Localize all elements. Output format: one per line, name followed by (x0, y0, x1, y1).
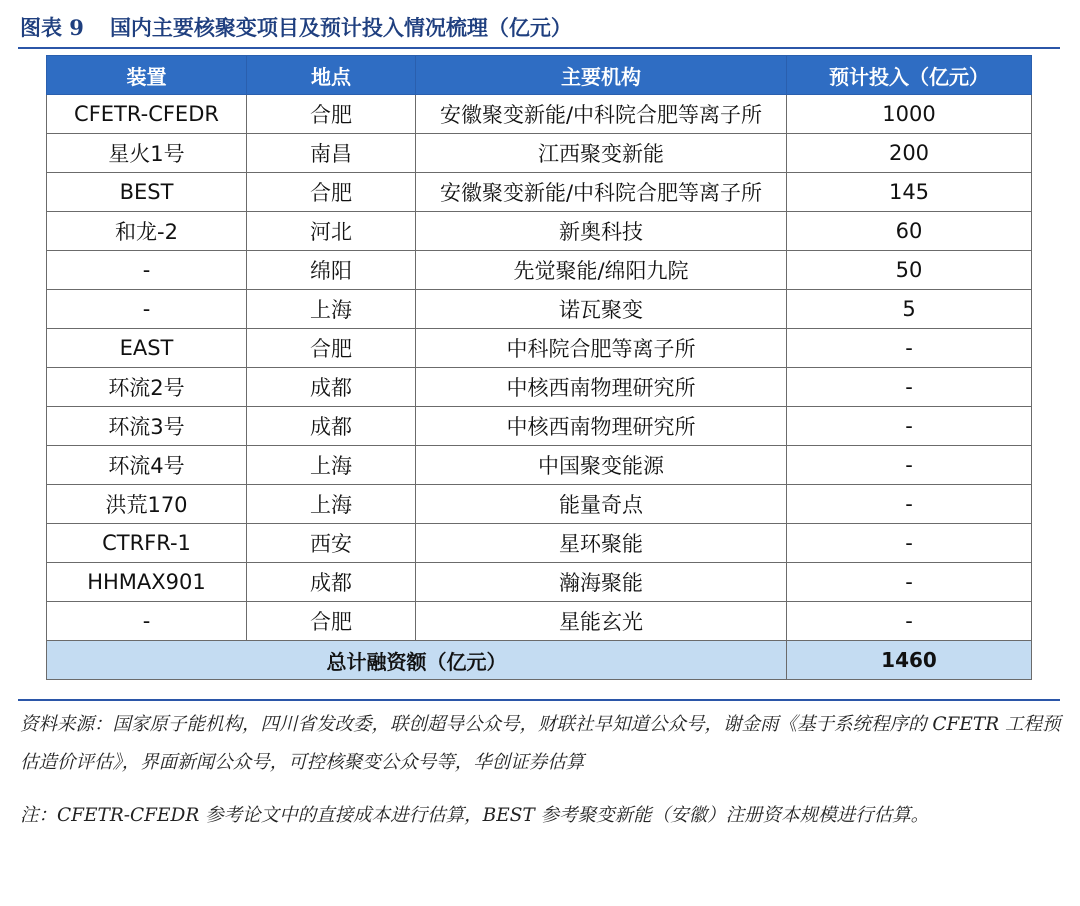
table-cell: HHMAX901 (47, 563, 247, 602)
top-rule (18, 47, 1060, 49)
table-cell: 成都 (247, 563, 416, 602)
bottom-rule (18, 699, 1060, 701)
column-header: 主要机构 (416, 56, 787, 95)
table-row (47, 173, 1032, 212)
table-cell: 江西聚变新能 (416, 134, 787, 173)
table-cell: - (47, 251, 247, 290)
table-cell: 河北 (247, 212, 416, 251)
table-cell: 合肥 (247, 602, 416, 641)
table-cell: 西安 (247, 524, 416, 563)
table-cell: 200 (787, 134, 1032, 173)
table-cell: - (787, 329, 1032, 368)
table-cell: 上海 (247, 485, 416, 524)
table-cell: 合肥 (247, 95, 416, 134)
column-header: 预计投入（亿元） (787, 56, 1032, 95)
total-row (47, 641, 1032, 680)
table-row (47, 368, 1032, 407)
table-cell: - (787, 368, 1032, 407)
table-cell: 中国聚变能源 (416, 446, 787, 485)
table-row (47, 134, 1032, 173)
table-row (47, 251, 1032, 290)
table-cell: 绵阳 (247, 251, 416, 290)
table-cell: 环流2号 (47, 368, 247, 407)
table-cell: 60 (787, 212, 1032, 251)
fusion-projects-table (46, 55, 1032, 680)
total-value: 1460 (787, 641, 1032, 680)
table-row (47, 524, 1032, 563)
table-row (47, 602, 1032, 641)
table-cell: 南昌 (247, 134, 416, 173)
table-row (47, 95, 1032, 134)
table-cell: 先觉聚能/绵阳九院 (416, 251, 787, 290)
table-cell: EAST (47, 329, 247, 368)
table-row (47, 407, 1032, 446)
table-cell: 新奥科技 (416, 212, 787, 251)
column-header: 装置 (47, 56, 247, 95)
table-cell: 诺瓦聚变 (416, 290, 787, 329)
table-row (47, 485, 1032, 524)
table-cell: 上海 (247, 290, 416, 329)
table-cell: 1000 (787, 95, 1032, 134)
table-cell: 瀚海聚能 (416, 563, 787, 602)
table-cell: 星环聚能 (416, 524, 787, 563)
total-label: 总计融资额（亿元） (47, 641, 787, 680)
table-cell: 50 (787, 251, 1032, 290)
table-body (47, 95, 1032, 641)
table-row (47, 329, 1032, 368)
table-cell: 145 (787, 173, 1032, 212)
table-cell: 成都 (247, 368, 416, 407)
table-cell: 星火1号 (47, 134, 247, 173)
table-cell: 星能玄光 (416, 602, 787, 641)
table-cell: 成都 (247, 407, 416, 446)
table-cell: - (787, 602, 1032, 641)
table-row (47, 290, 1032, 329)
table-cell: 中核西南物理研究所 (416, 407, 787, 446)
table-cell: - (787, 446, 1032, 485)
source-text: 资料来源：国家原子能机构，四川省发改委，联创超导公众号，财联社早知道公众号，谢金雨《基于系统程序的 CFETR 工程预估造价评估》，界面新闻公众号，可控核聚变公众号等，华创证券估算 (20, 714, 1061, 773)
table-cell: 安徽聚变新能/中科院合肥等离子所 (416, 173, 787, 212)
table-cell: - (47, 290, 247, 329)
table-cell: 环流3号 (47, 407, 247, 446)
figure-label: 图表 9 (20, 15, 84, 40)
table-cell: 能量奇点 (416, 485, 787, 524)
table-cell: 合肥 (247, 173, 416, 212)
table-cell: CFETR-CFEDR (47, 95, 247, 134)
table-cell: 合肥 (247, 329, 416, 368)
column-header: 地点 (247, 56, 416, 95)
table-cell: 上海 (247, 446, 416, 485)
table-row (47, 446, 1032, 485)
table-cell: - (787, 407, 1032, 446)
table-row (47, 563, 1032, 602)
table-cell: 环流4号 (47, 446, 247, 485)
table-cell: - (47, 602, 247, 641)
table-cell: BEST (47, 173, 247, 212)
table-cell: 中科院合肥等离子所 (416, 329, 787, 368)
table-row (47, 212, 1032, 251)
table-cell: - (787, 524, 1032, 563)
table-cell: 洪荒170 (47, 485, 247, 524)
table-cell: 5 (787, 290, 1032, 329)
table-cell: - (787, 485, 1032, 524)
table-cell: - (787, 563, 1032, 602)
note-text: 注：CFETR-CFEDR 参考论文中的直接成本进行估算，BEST 参考聚变新能（安徽）注册资本规模进行估算。 (20, 805, 930, 826)
table-cell: CTRFR-1 (47, 524, 247, 563)
figure-title (20, 10, 1060, 46)
table-cell: 中核西南物理研究所 (416, 368, 787, 407)
table-cell: 和龙-2 (47, 212, 247, 251)
table-cell: 安徽聚变新能/中科院合肥等离子所 (416, 95, 787, 134)
figure-title-text: 国内主要核聚变项目及预计投入情况梳理（亿元） (109, 15, 572, 40)
table-header-row (47, 56, 1032, 95)
